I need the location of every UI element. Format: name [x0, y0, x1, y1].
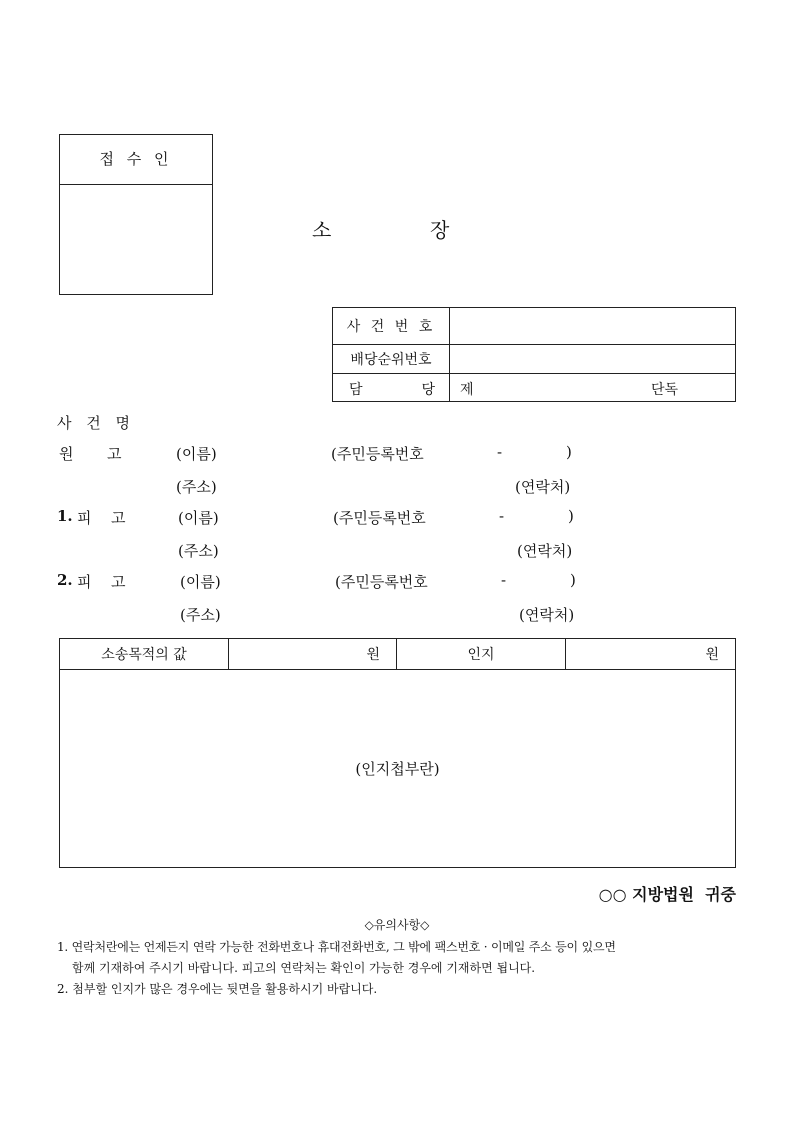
stamp-attach-label: (인지첩부란) — [355, 760, 440, 778]
plaintiff-label-a: 원 — [59, 445, 74, 463]
plaintiff-contact-label: (연락처) — [515, 478, 571, 496]
priority-number-value[interactable] — [450, 345, 736, 374]
receipt-stamp-area — [60, 185, 212, 294]
defendant-1-rrn-label: (주민등록번호 — [333, 509, 426, 527]
claim-value-table — [59, 638, 736, 868]
plaintiff-rrn-label: (주민등록번호 — [331, 445, 424, 463]
stamp-value-unit: 원 — [705, 647, 719, 663]
case-name-label: 사 건 명 — [57, 414, 136, 432]
defendant-1-name-label: (이름) — [178, 509, 219, 527]
notes-heading: ◇유의사항◇ — [364, 918, 430, 932]
receipt-stamp-box — [59, 134, 213, 295]
stamp-value-field[interactable] — [566, 639, 736, 670]
title-char-1: 소 — [312, 218, 332, 242]
party-plaintiff — [57, 443, 617, 503]
defendant-2-contact-label: (연락처) — [519, 606, 575, 624]
note-item-1-line-1: 1. 연락처란에는 언제든지 연락 가능한 전화번호나 휴대전화번호, 그 밖에 팩스번호 · 이메일 주소 등이 있으면 — [57, 940, 616, 954]
note-item-2: 2. 첨부할 인지가 많은 경우에는 뒷면을 활용하시기 바랍니다. — [57, 982, 378, 996]
charge-label — [333, 374, 450, 402]
plaintiff-name-label: (이름) — [176, 445, 217, 463]
defendant-2-label-a: 피 — [77, 573, 92, 591]
party-defendant-2 — [57, 571, 617, 631]
defendant-2-rrn-dash: - — [501, 571, 507, 589]
charge-suffix: 단독 — [651, 382, 679, 398]
case-number-label: 사 건 번 호 — [333, 308, 450, 345]
defendant-2-address-label: (주소) — [180, 606, 221, 624]
defendant-1-address-label: (주소) — [178, 542, 219, 560]
defendant-2-rrn-close: ) — [570, 571, 576, 589]
title-char-2: 장 — [430, 218, 450, 242]
party-defendant-1 — [57, 507, 617, 567]
page-title — [300, 214, 470, 242]
receipt-label: 접 수 인 — [60, 135, 212, 185]
defendant-1-label-a: 피 — [77, 509, 92, 527]
charge-value[interactable] — [450, 374, 736, 402]
defendant-1-rrn-dash: - — [499, 507, 505, 525]
defendant-2-rrn-label: (주민등록번호 — [335, 573, 428, 591]
charge-label-b: 당 — [421, 382, 435, 398]
defendant-1-rrn-close: ) — [568, 507, 574, 525]
case-info-table — [332, 307, 736, 402]
claim-value-label: 소송목적의 값 — [60, 639, 229, 670]
court-addressee: ○○ 지방법원 귀중 — [598, 885, 736, 904]
plaintiff-address-label: (주소) — [176, 478, 217, 496]
charge-prefix: 제 — [460, 382, 474, 398]
case-number-value[interactable] — [450, 308, 736, 345]
claim-value-field[interactable] — [229, 639, 397, 670]
plaintiff-label-b: 고 — [107, 445, 122, 463]
defendant-1-contact-label: (연락처) — [517, 542, 573, 560]
defendant-2-name-label: (이름) — [180, 573, 221, 591]
stamp-label: 인지 — [397, 639, 566, 670]
stamp-attach-area — [60, 670, 736, 868]
note-item-1-line-2: 함께 기재하여 주시기 바랍니다. 피고의 연락처는 확인이 가능한 경우에 기재하면 됩니다. — [72, 961, 536, 975]
plaintiff-rrn-dash: - — [497, 443, 503, 461]
defendant-1-number: 1. — [57, 507, 73, 525]
priority-number-label: 배당순위번호 — [333, 345, 450, 374]
defendant-1-label-b: 고 — [111, 509, 126, 527]
plaintiff-rrn-close: ) — [566, 443, 572, 461]
charge-label-a: 담 — [349, 382, 363, 398]
defendant-2-number: 2. — [57, 571, 73, 589]
defendant-2-label-b: 고 — [111, 573, 126, 591]
claim-value-unit: 원 — [366, 647, 380, 663]
